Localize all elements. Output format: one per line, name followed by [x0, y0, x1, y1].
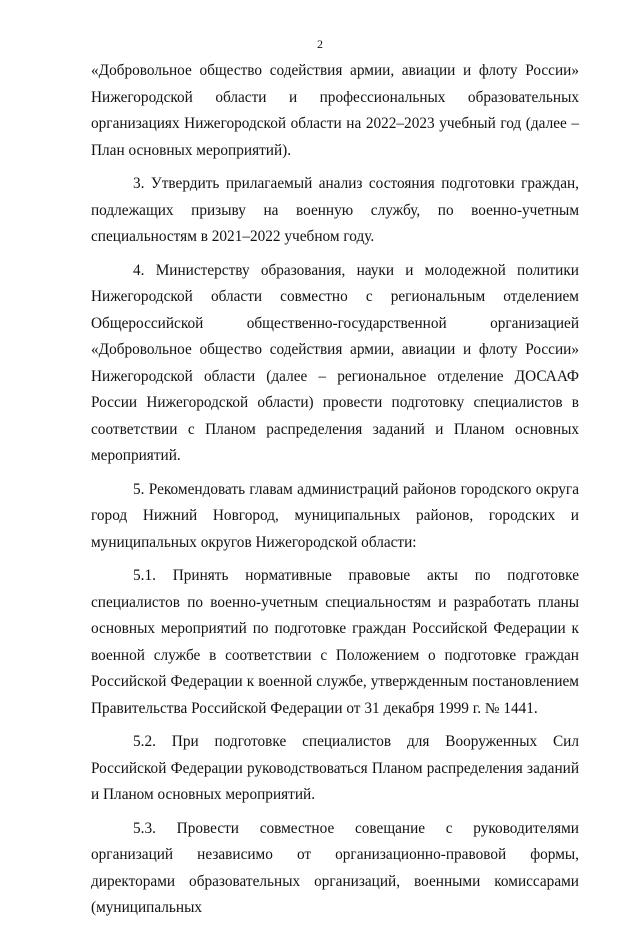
paragraph-item-5-3: 5.3. Провести совместное совещание с руководителями организаций независимо от организационно-правовой формы, директорами образовательных организаций, военными комиссарами (муниципальных	[91, 819, 579, 916]
paragraph-item-5-1: 5.1. Принять нормативные правовые акты по подготовке специалистов по военно-учетным специальностям и разработать планы основных мероприятий по подготовке граждан Российской Федерации к военной службе в соответствии с Положением о подготовке граждан Российской Федерации к военной службе, утвержденным постановлением Правительства Российской Федерации от 31 декабря 1999 г. № 1441.	[91, 567, 579, 717]
page-number: 2	[317, 37, 323, 51]
paragraph-item-5-2: 5.2. При подготовке специалистов для Вооруженных Сил Российской Федерации руководствоваться Планом распределения заданий и Планом основных мероприятий.	[91, 733, 579, 803]
paragraph-item-3: 3. Утвердить прилагаемый анализ состояния подготовки граждан, подлежащих призыву на военную службу, по военно-учетным специальностям в 2021–2022 учебном году.	[91, 175, 579, 245]
paragraph-continuation: «Добровольное общество содействия армии, авиации и флоту России» Нижегородской области и профессиональных образовательных организациях Нижегородской области на 2022–2023 учебный год (далее – План основных мероприятий).	[91, 62, 579, 159]
document-body	[91, 58, 579, 929]
paragraph-item-4: 4. Министерству образования, науки и молодежной политики Нижегородской области совместно с региональным отделением Общероссийской общественно-государственной организацией «Добровольное общество содействия армии, авиации и флоту России» Нижегородской области (далее – региональное отделение ДОСААФ России Нижегородской области) провести подготовку специалистов в соответствии с Планом распределения заданий и Планом основных мероприятий.	[91, 261, 579, 464]
paragraph-item-5: 5. Рекомендовать главам администраций районов городского округа город Нижний Новгород, муниципальных районов, городских и муниципальных округов Нижегородской области:	[91, 480, 579, 551]
